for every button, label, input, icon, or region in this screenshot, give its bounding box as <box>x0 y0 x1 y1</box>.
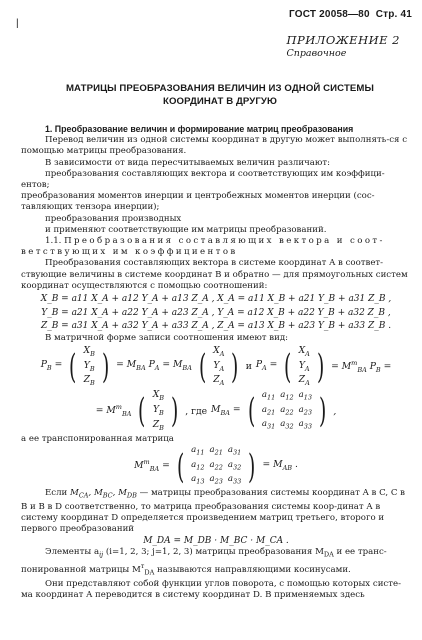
elements-text: называются направляющими косинусами. <box>157 564 351 575</box>
title-line-2: КООРДИНАТ В ДРУГУЮ <box>163 96 277 107</box>
paragraph: Они представляют собой функции углов поворота, с помощью которых систе-ма координат A переводится в систему координат D. В применяемых здесь <box>21 578 401 600</box>
section-title-part: ветствующих им коэффициентов <box>21 247 238 258</box>
elements-text: (i=1, 2, 3; j=1, 2, 3) матрицы преобразования M <box>105 546 324 557</box>
paragraph: преобразования моментов инерции и центробежных моментов инерции (сос-тавляющих тензора инерции); <box>21 191 375 213</box>
page-number: Стр. 41 <box>375 9 412 20</box>
page-header <box>289 9 412 20</box>
standard-number: ГОСТ 20058—80 <box>289 9 370 20</box>
equation-mda: M_DA = M_DB · M_BC · M_CA . <box>143 535 289 546</box>
paragraph: Элементы $a_{ij}$ (i=1, 2, 3; j=1, 2, 3) матрицы преобразования $M_{DA}$ и ее транс-понированной матрицы $M^т_{DA}$ называются направляющими косинусами. <box>21 546 387 577</box>
paragraph: преобразования производных <box>45 213 182 224</box>
matrix-equation-2: = $M^т_{BA}$ ( $X_B$ $Y_B$ $Z_B$ ) , где $M_{BA}$ = ( $a_{11}$ $a_{12}$ $a_{13}$ $a_{21}$ $a_{22}$ $a_{23}$ $a_{31}$ $a_{32}$ $a_{33}$ ) , <box>95 389 337 432</box>
appendix-label: ПРИЛОЖЕНИЕ 2 <box>286 33 400 47</box>
section-1-1-heading <box>21 236 411 247</box>
paragraph: преобразования составляющих вектора и соответствующих им коэффици-ентов; <box>21 168 385 191</box>
matrix-equation-1: $P_B$ = ( $X_B$ $Y_B$ $Z_B$ ) = $M_{BA}$ $P_A = M_{BA}$ ( $X_A$ $Y_A$ $Z_A$ ) и $P_A$ = ( $X_A$ $Y_A$ $Z_A$ ) = $M^т_{BA}$ $P_B$ = <box>40 344 392 388</box>
paragraph: Если $M_{CA}$, $M_{BC}$, $M_{DB}$ — матрицы преобразования системы координат A в C, C в B и B в D соответственно, то матрица преобразования системы коор-динат A в систему координат D определяется произведением матриц третьего, второго и первого преобразований <box>21 488 405 535</box>
where-text: , где <box>185 405 208 417</box>
equation-1: X_B = a11 X_A + a12 Y_A + a13 Z_A , X_A = a11 X_B + a21 Y_B + a31 Z_B , <box>40 294 392 305</box>
elements-text: и ее транс-понированной матрицы M <box>21 546 387 575</box>
paragraph: Перевод величин из одной системы координат в другую может выполнять-ся с помощью матрицы преобразования. <box>21 135 408 157</box>
if-text: — матрицы преобразования системы координат A в C, C в B и B в D соответственно, то матрица преобразования системы коор-динат A в систему координат D определяется произведением матриц третьего, второго и первого преобразований <box>21 488 405 535</box>
appendix-status: Справочное <box>286 48 347 59</box>
section-1-heading: 1. Преобразование величин и формирование матриц преобразования <box>45 124 354 134</box>
paragraph: и применяют соответствующие им матрицы преобразований. <box>45 224 327 235</box>
paragraph: В зависимости от вида пересчитываемых величин различают: <box>45 157 331 168</box>
paragraph: Преобразования составляющих вектора в системе координат A в соответ-ствующие величины в системе координат B и обратно — для прямоугольных систем координат осуществляются с помощью соотношений: <box>21 258 408 291</box>
conjunction: и <box>245 361 252 373</box>
equation-3: Z_B = a31 X_A + a32 Y_A + a33 Z_A , Z_A = a13 X_B + a23 Y_B + a33 Z_B . <box>40 321 392 332</box>
margin-mark: | <box>16 18 19 29</box>
section-title-part: Преобразования составляющих вектора и соот- <box>64 236 385 247</box>
document-title <box>40 82 400 108</box>
paragraph: В матричной форме записи соотношения имеют вид: <box>45 332 289 343</box>
document-body <box>21 124 411 601</box>
section-number: 1.1. <box>45 236 62 247</box>
transposed-matrix: $M^т_{BA}$ = ( $a_{11}$ $a_{21}$ $a_{31}$ $a_{12}$ $a_{22}$ $a_{32}$ $a_{13}$ $a_{23}$ $a_{33}$ ) = $M_{AB}$ . <box>134 444 298 487</box>
equation-2: Y_B = a21 X_A + a22 Y_A + a23 Z_A , Y_A = a12 X_B + a22 Y_B + a32 Z_B , <box>41 307 391 318</box>
elements-text: Элементы a <box>45 546 100 557</box>
appendix-block <box>286 34 400 60</box>
paragraph: а ее транспонированная матрица <box>21 433 174 444</box>
if-word: Если <box>45 488 68 499</box>
title-line-1: МАТРИЦЫ ПРЕОБРАЗОВАНИЯ ВЕЛИЧИН ИЗ ОДНОЙ СИСТЕМЫ <box>65 83 375 94</box>
